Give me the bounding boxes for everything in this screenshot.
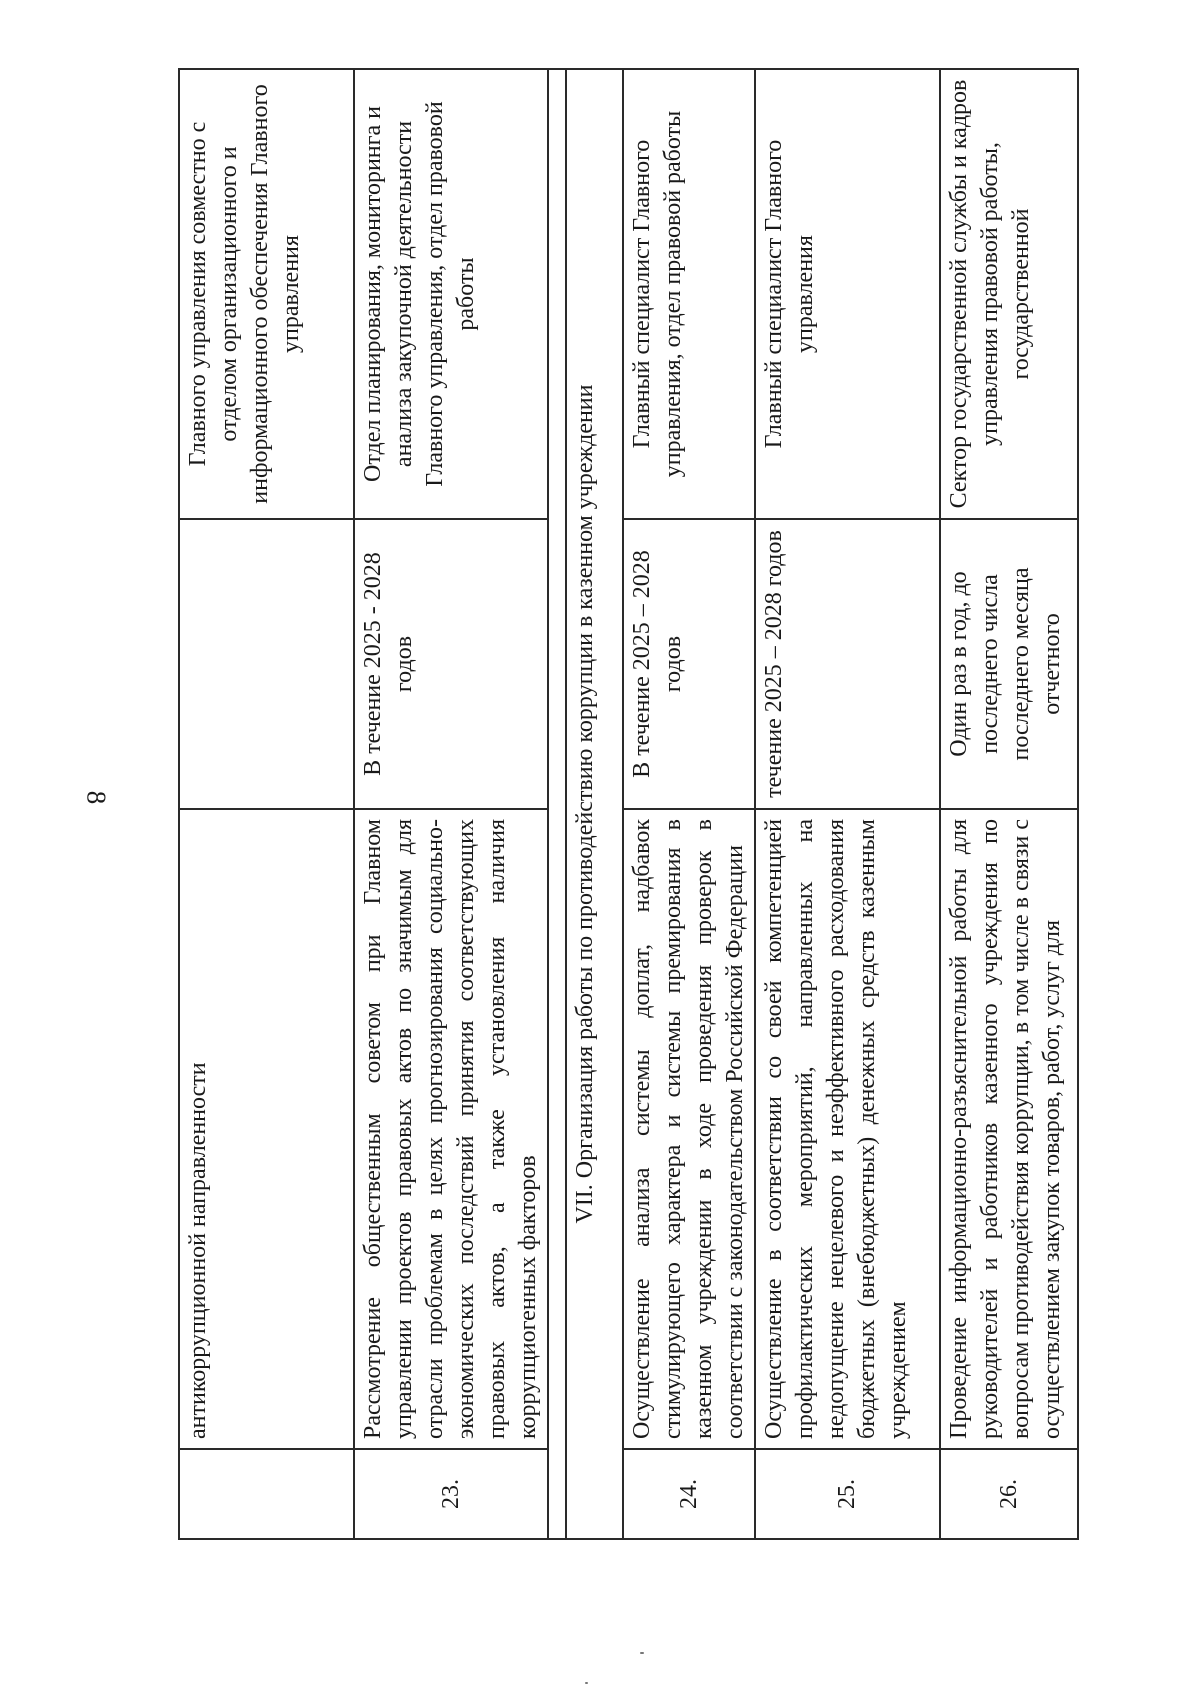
table-row-23: [354, 69, 548, 1539]
row-number-cell: 24.: [623, 1449, 755, 1539]
table-row-continuation: [179, 69, 354, 1539]
term-cell: течение 2025 – 2028 годов: [755, 519, 940, 809]
scan-speck: [585, 1682, 588, 1684]
row-number-cell: 25.: [755, 1449, 940, 1539]
term-cell: В течение 2025 - 2028 годов: [354, 519, 548, 809]
table-row-24: [623, 69, 755, 1539]
responsible-cell: Главный специалист Главного управления, отдел правовой работы: [623, 69, 755, 519]
responsible-cell: Отдел планирования, мониторинга и анализа закупочной деятельности Главного управления, отдел правовой работы: [354, 69, 548, 519]
action-plan-table: [178, 68, 1079, 1540]
activity-cell: антикоррупционной направленности: [179, 809, 354, 1449]
responsible-cell: Главного управления совместно с отделом организационного и информационного обеспечения Главного управления: [179, 69, 354, 519]
section-heading-row: [566, 69, 623, 1539]
section-title: VII. Организация работы по противодействию коррупции в казенном учреждении: [572, 384, 598, 1224]
table-row-26: [940, 69, 1078, 1539]
separator-cell: [548, 69, 566, 1539]
responsible-cell: Сектор государственной службы и кадров управления правовой работы, государственной: [940, 69, 1078, 519]
activity-cell: Осуществление анализа системы доплат, надбавок стимулирующего характера и системы премирования в казенном учреждении в ходе проведения проверок в соответствии с законодательством Российской Федерации: [623, 809, 755, 1449]
activity-cell: Рассмотрение общественным советом при Главном управлении проектов правовых актов по значимым для отрасли проблемам в целях прогнозирования социально-экономических последствий принятия соответствующих правовых актов, а также установления наличия коррупциогенных факторов: [354, 809, 548, 1449]
page-number: 8: [81, 790, 112, 805]
table-row-25: [755, 69, 940, 1539]
scan-speck: [640, 1652, 644, 1654]
activity-cell: Проведение информационно-разъяснительной работы для руководителей и работников казенного учреждения по вопросам противодействия коррупции, в том числе в связи с осуществлением закупок товаров, работ, услуг для: [940, 809, 1078, 1449]
row-number-cell: 23.: [354, 1449, 548, 1539]
section-heading-cell: [566, 69, 623, 1539]
row-number-cell: 26.: [940, 1449, 1078, 1539]
term-cell: Один раз в год, до последнего числа последнего месяца отчетного: [940, 519, 1078, 809]
activity-cell: Осуществление в соответствии со своей компетенцией профилактических мероприятий, направленных на недопущение нецелевого и неэффективного расходования бюджетных (внебюджетных) денежных средств казенным учреждением: [755, 809, 940, 1449]
term-cell: В течение 2025 – 2028 годов: [623, 519, 755, 809]
responsible-cell: Главный специалист Главного управления: [755, 69, 940, 519]
row-number-cell: [179, 1449, 354, 1539]
term-cell: [179, 519, 354, 809]
table-row-separator: [548, 69, 566, 1539]
